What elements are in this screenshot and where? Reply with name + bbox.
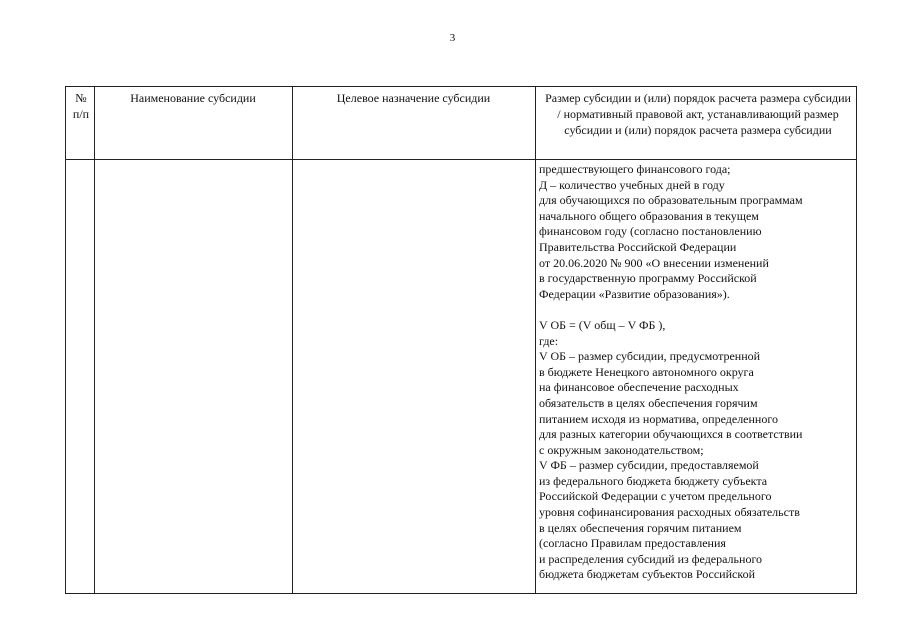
- text-line: в целях обеспечения горячим питанием: [539, 520, 742, 535]
- text-line: из федерального бюджета бюджету субъекта: [539, 473, 768, 488]
- header-purpose: Целевое назначение субсидии: [336, 91, 491, 105]
- page-number: 3: [449, 32, 456, 44]
- text-line: Российской Федерации с учетом предельного: [539, 489, 772, 504]
- text-line: от 20.06.2020 № 900 «О внесении изменений: [539, 255, 769, 270]
- text-line: в государственную программу Российской: [539, 271, 757, 286]
- header-divider: [66, 159, 856, 160]
- text-line: уровня софинансирования расходных обязательств: [539, 505, 800, 520]
- text-line: в бюджете Ненецкого автономного округа: [539, 364, 754, 379]
- text-line: где:: [539, 333, 559, 348]
- text-line: V ОБ – размер субсидии, предусмотренной: [539, 349, 761, 364]
- text-line: для обучающихся по образовательным программам: [539, 193, 803, 208]
- column-divider: [535, 87, 536, 593]
- text-line: финансовом году (согласно постановлению: [539, 224, 762, 239]
- text-line: обязательств в целях обеспечения горячим: [539, 395, 758, 410]
- column-divider: [292, 87, 293, 593]
- subsidy-table: [65, 86, 857, 594]
- header-amount: Размер субсидии и (или) порядок расчета размера субсидии / нормативный правовой акт, устанавливающий размер субсидии и (или) порядок расчета размера субсидии: [545, 91, 851, 137]
- text-line: с окружным законодательством;: [539, 442, 704, 457]
- text-line: (согласно Правилам предоставления: [539, 536, 726, 551]
- text-line: V ОБ = (V общ – V ФБ ),: [539, 317, 666, 332]
- text-line: на финансовое обеспечение расходных: [539, 380, 739, 395]
- text-line: Федерации «Развитие образования»).: [539, 286, 730, 301]
- column-divider: [94, 87, 95, 593]
- text-line: Правительства Российской Федерации: [539, 239, 737, 254]
- text-line: начального общего образования в текущем: [539, 208, 759, 223]
- amount-cell: [539, 162, 855, 583]
- text-line: питанием исходя из норматива, определенного: [539, 411, 778, 426]
- text-line: для разных категории обучающихся в соответствии: [539, 427, 803, 442]
- text-line: бюджета бюджетам субъектов Российской: [539, 567, 755, 582]
- header-number: № п/п: [72, 91, 90, 121]
- text-line: предшествующего финансового года;: [539, 162, 731, 176]
- text-line: V ФБ – размер субсидии, предоставляемой: [539, 458, 759, 473]
- text-line: [539, 302, 855, 318]
- text-line: Д – количество учебных дней в году: [539, 177, 725, 192]
- text-line: и распределения субсидий из федерального: [539, 551, 763, 566]
- header-subsidy-name: Наименование субсидии: [130, 91, 256, 105]
